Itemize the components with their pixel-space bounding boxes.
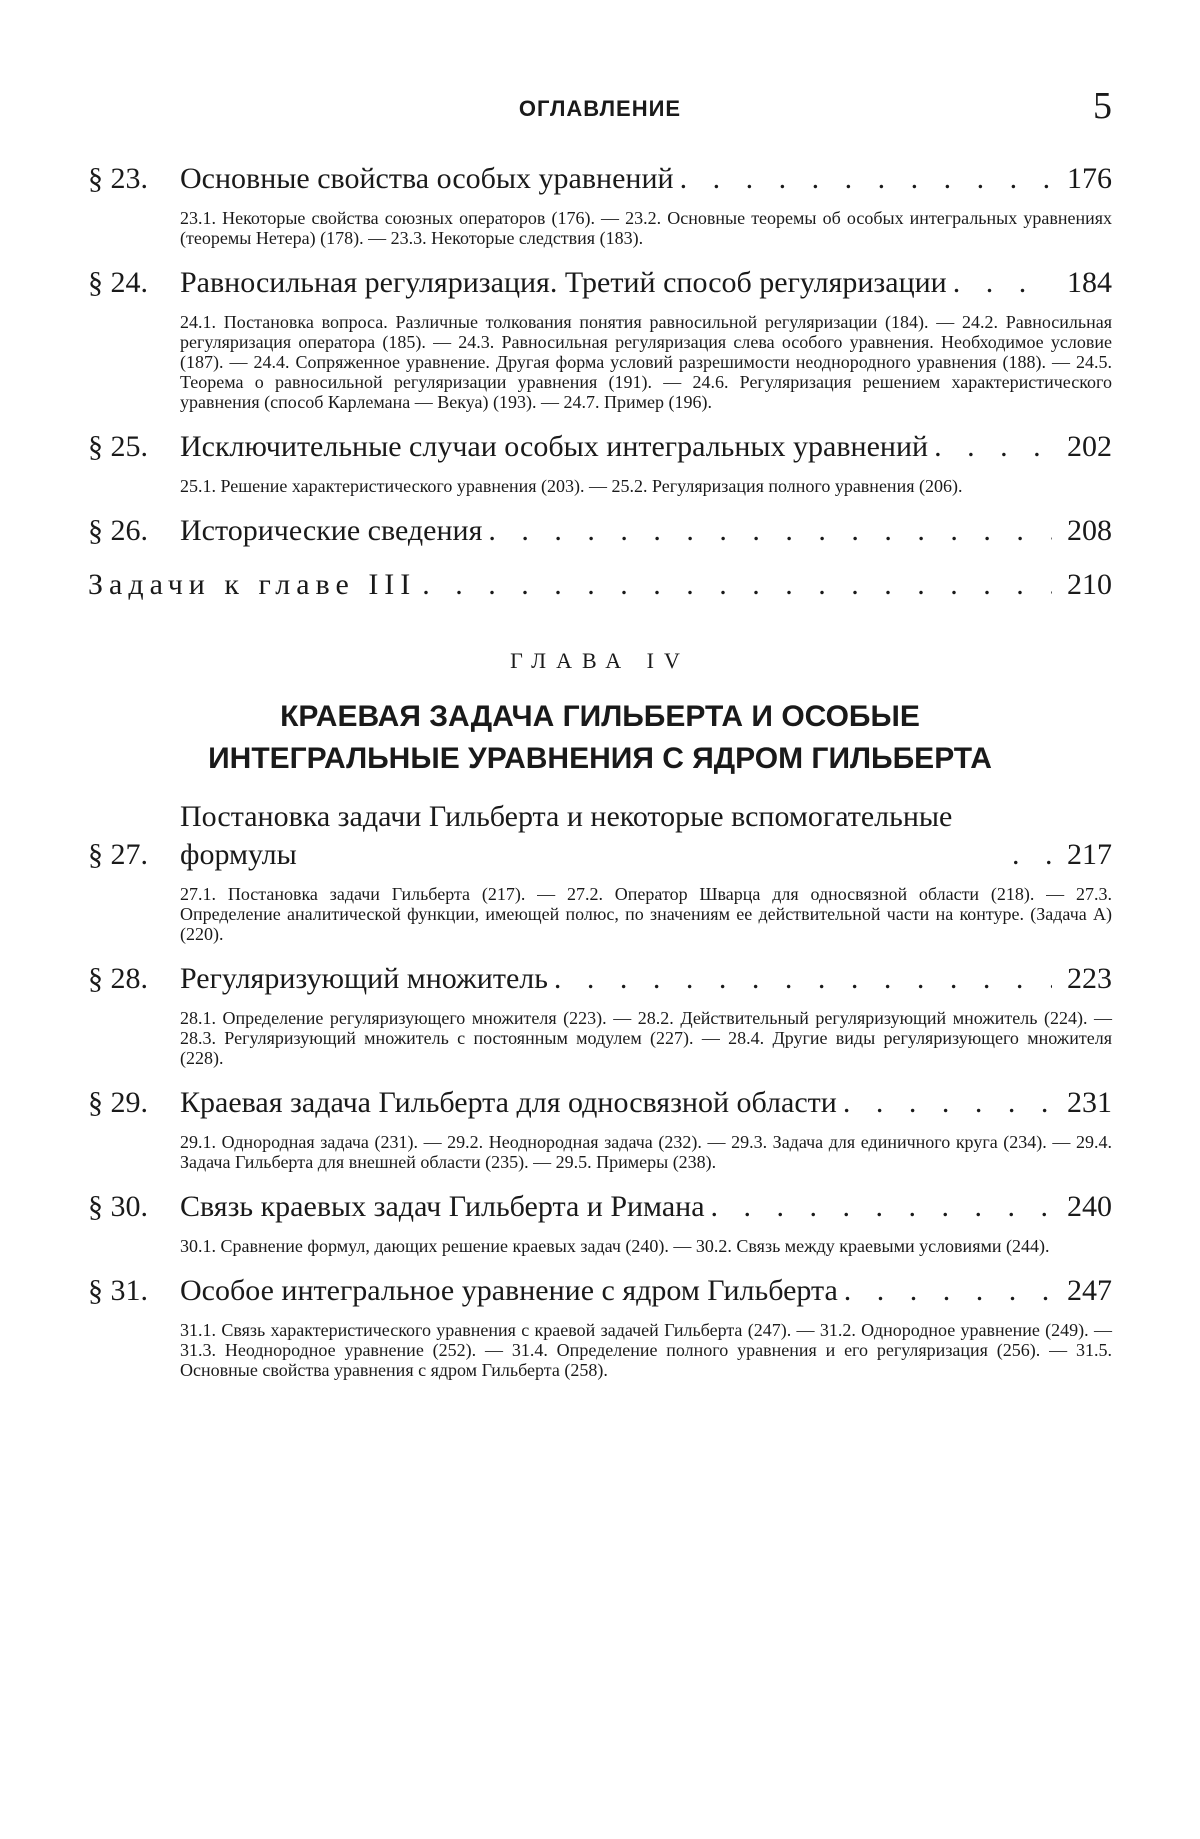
problems-label: Задачи к главе III [88, 568, 417, 601]
section-number: § 24. [88, 266, 148, 299]
section-page: 231 [1067, 1086, 1112, 1119]
problems-page: 210 [1067, 568, 1112, 601]
toc-entry-23 [88, 160, 1112, 248]
chapter-title-line-1: КРАЕВАЯ ЗАДАЧА ГИЛЬБЕРТА И ОСОБЫЕ [280, 700, 920, 733]
toc-entry-29 [88, 1084, 1112, 1172]
subsection-list: 23.1. Некоторые свойства союзных операторов (176). — 23.2. Основные теоремы об особых интегральных уравнениях (теоремы Нетера) (178). — 23.3. Некоторые следствия (183). [180, 208, 1112, 248]
running-title: ОГЛАВЛЕНИЕ [518, 96, 682, 121]
section-page: 217 [1067, 838, 1112, 871]
section-number: § 27. [88, 838, 148, 871]
section-title: Исключительные случаи особых интегральных уравнений [180, 430, 929, 463]
section-title: Постановка задачи Гильберта и некоторые вспомогательные формулы [180, 800, 953, 871]
section-number: § 29. [88, 1086, 148, 1119]
section-number: § 23. [88, 162, 148, 195]
running-header [88, 85, 1112, 138]
subsection-list: 27.1. Постановка задачи Гильберта (217). — 27.2. Оператор Шварца для односвязной области (218). — 27.3. Определение аналитической функции, имеющей полюс, по значениям ее действительной части на контуре. (Задача A) (220). [180, 884, 1112, 944]
subsection-list: 29.1. Однородная задача (231). — 29.2. Неоднородная задача (232). — 29.3. Задача для единичного круга (234). — 29.4. Задача Гильберта для внешней области (235). — 29.5. Примеры (238). [180, 1132, 1112, 1172]
section-title: Исторические сведения [180, 514, 483, 547]
section-number: § 30. [88, 1190, 148, 1223]
dot-leader [844, 1272, 1052, 1310]
dot-leader [711, 1188, 1052, 1226]
section-title: Равносильная регуляризация. Третий способ регуляризации [180, 266, 947, 299]
section-page: 176 [1067, 162, 1112, 195]
page-number: 5 [1093, 85, 1112, 127]
dot-leader [843, 1084, 1052, 1122]
subsection-list: 30.1. Сравнение формул, дающих решение краевых задач (240). — 30.2. Связь между краевыми условиями (244). [180, 1236, 1050, 1256]
section-number: § 28. [88, 962, 148, 995]
section-page: 208 [1067, 514, 1112, 547]
chapter-title [88, 696, 1112, 780]
section-page: 223 [1067, 962, 1112, 995]
toc-entry-24 [88, 264, 1112, 412]
toc-entry-problems [88, 566, 1112, 604]
dot-leader [1012, 836, 1052, 874]
dot-leader [680, 160, 1052, 198]
section-title: Основные свойства особых уравнений [180, 162, 674, 195]
section-title: Краевая задача Гильберта для односвязной области [180, 1086, 837, 1119]
section-title: Связь краевых задач Гильберта и Римана [180, 1190, 705, 1223]
toc-entry-30 [88, 1188, 1112, 1256]
section-number: § 25. [88, 430, 148, 463]
toc-entry-31 [88, 1272, 1112, 1380]
dot-leader [488, 512, 1052, 550]
toc-entry-28 [88, 960, 1112, 1068]
section-number: § 26. [88, 514, 148, 547]
section-page: 240 [1067, 1190, 1112, 1223]
subsection-list: 31.1. Связь характеристического уравнения с краевой задачей Гильберта (247). — 31.2. Однородное уравнение (249). — 31.3. Неоднородное уравнение (252). — 31.4. Определение полного уравнения и его регуляризация (256). — 31.5. Основные свойства уравнения с ядром Гильберта (258). [180, 1320, 1112, 1380]
dot-leader [953, 264, 1052, 302]
dot-leader [934, 428, 1052, 466]
subsection-list: 25.1. Решение характеристического уравнения (203). — 25.2. Регуляризация полного уравнения (206). [180, 476, 963, 496]
chapter-label: ГЛАВА IV [510, 648, 690, 673]
dot-leader [554, 960, 1052, 998]
section-page: 202 [1067, 430, 1112, 463]
section-number: § 31. [88, 1274, 148, 1307]
toc-entry-27 [88, 798, 1112, 944]
toc-entry-26 [88, 512, 1112, 550]
section-page: 184 [1067, 266, 1112, 299]
section-page: 247 [1067, 1274, 1112, 1307]
section-title: Особое интегральное уравнение с ядром Гильберта [180, 1274, 838, 1307]
section-title: Регуляризующий множитель [180, 962, 548, 995]
subsection-list: 24.1. Постановка вопроса. Различные толкования понятия равносильной регуляризации (184). — 24.2. Равносильная регуляризация оператора (185). — 24.3. Равносильная регуляризация слева особого уравнения. Необходимое условие (187). — 24.4. Сопряженное уравнение. Другая форма условий разрешимости неоднородного уравнения (188). — 24.5. Теорема о равносильной регуляризации уравнения (191). — 24.6. Регуляризация решением характеристического уравнения (способ Карлемана — Векуа) (193). — 24.7. Пример (196). [180, 312, 1112, 412]
toc-entry-25 [88, 428, 1112, 496]
subsection-list: 28.1. Определение регуляризующего множителя (223). — 28.2. Действительный регуляризующий множитель (224). — 28.3. Регуляризующий множитель с постоянным модулем (227). — 28.4. Другие виды регуляризующего множителя (228). [180, 1008, 1112, 1068]
chapter-title-line-2: ИНТЕГРАЛЬНЫЕ УРАВНЕНИЯ С ЯДРОМ ГИЛЬБЕРТА [208, 742, 992, 775]
dot-leader [422, 566, 1052, 604]
